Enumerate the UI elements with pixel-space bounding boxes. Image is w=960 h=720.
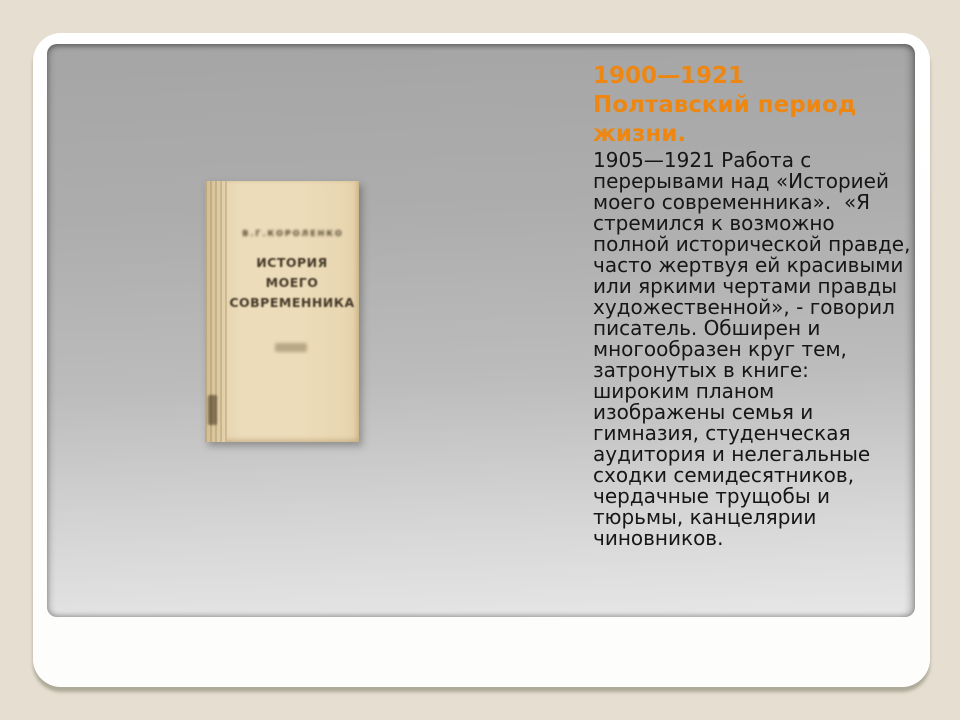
- book-title-line-1: ИСТОРИЯ: [256, 255, 328, 270]
- book-title: [225, 253, 359, 313]
- slide-frame: [33, 33, 930, 687]
- book-title-line-3: СОВРЕМЕННИКА: [229, 295, 355, 310]
- book-spine-label: [208, 395, 217, 425]
- slide-title-line-3: жизни.: [593, 121, 687, 147]
- book-colophon-mark: [275, 343, 307, 352]
- book-title-line-2: МОЕГО: [265, 275, 319, 290]
- slide-body-text: 1905—1921 Работа с перерывами над «Историей моего современника». «Я стремился к возможно полной исторической правде, часто жертвуя ей красивыми или яркими чертами правды художественной», - говорил писатель. Обширен и многообразен круг тем, затронутых в книге: широким планом изображены семья и гимназия, студенческая аудитория и нелегальные сходки семидесятников, чердачные трущобы и тюрьмы, канцелярии чиновников.: [593, 148, 917, 550]
- slide-title-line-1: 1900—1921: [593, 63, 745, 89]
- book-cover-image: [205, 181, 359, 442]
- slide-text-column: [593, 62, 915, 549]
- slide-canvas: [47, 44, 915, 617]
- slide-title: [593, 62, 915, 149]
- slide-title-line-2: Полтавский период: [593, 92, 857, 118]
- book-author-text: В.Г.КОРОЛЕНКО: [242, 229, 344, 238]
